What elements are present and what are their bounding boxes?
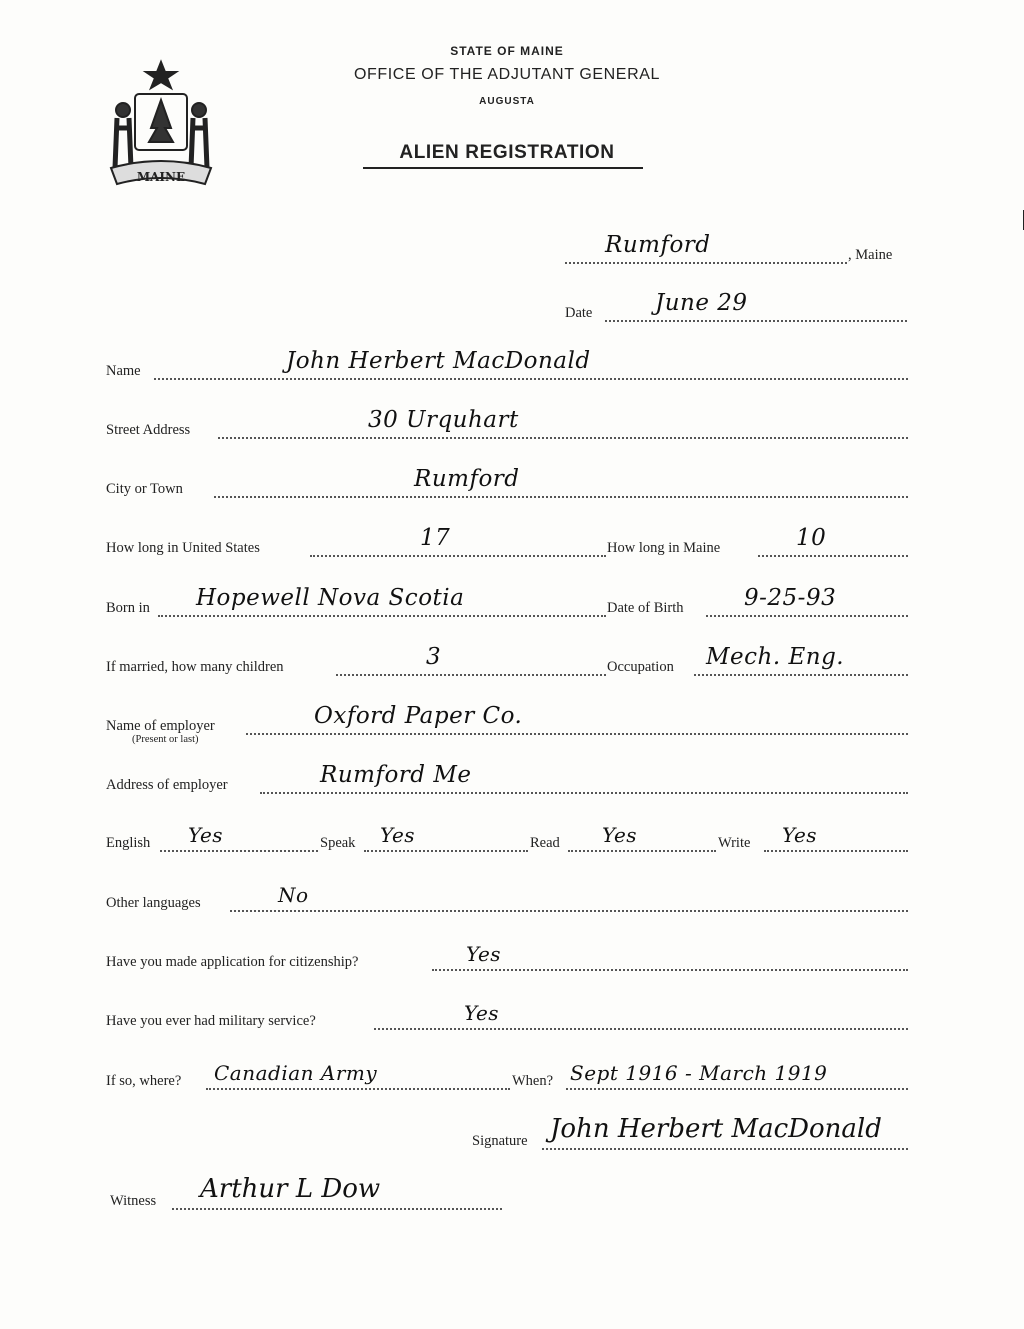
children-value: 3 xyxy=(426,644,442,670)
town-row xyxy=(565,232,910,266)
english-label: English xyxy=(106,835,151,851)
read-value: Yes xyxy=(602,823,638,847)
witness-value: Arthur L Dow xyxy=(200,1174,381,1204)
employer-row xyxy=(106,703,908,745)
children-label: If married, how many children xyxy=(106,659,284,675)
maine-years-label: How long in Maine xyxy=(607,540,721,556)
speak-value: Yes xyxy=(380,823,416,847)
military-value: Yes xyxy=(464,1001,500,1025)
occupation-label: Occupation xyxy=(607,659,674,675)
city-row xyxy=(106,466,908,500)
dob-label: Date of Birth xyxy=(607,600,684,616)
employer-address-row xyxy=(106,762,908,796)
other-languages-value: No xyxy=(278,883,309,907)
write-value: Yes xyxy=(782,823,818,847)
children-row xyxy=(106,644,908,678)
service-row xyxy=(106,1061,908,1092)
city-label: City or Town xyxy=(106,481,183,497)
when-label: When? xyxy=(512,1073,554,1089)
form-title: ALIEN REGISTRATION xyxy=(399,142,615,163)
svg-text:MAINE: MAINE xyxy=(136,170,186,184)
street-row xyxy=(106,407,908,441)
signature-value: John Herbert MacDonald xyxy=(550,1114,882,1144)
citizenship-row xyxy=(106,942,908,973)
born-label: Born in xyxy=(106,600,150,616)
date-label: Date xyxy=(565,305,593,321)
dob-value: 9-25-93 xyxy=(744,585,837,611)
employer-label: Name of employer xyxy=(106,718,215,734)
employer-address-label: Address of employer xyxy=(106,777,228,793)
occupation-value: Mech. Eng. xyxy=(706,644,845,670)
date-value: June 29 xyxy=(655,290,748,316)
employer-value: Oxford Paper Co. xyxy=(314,703,523,729)
maine-years-value: 10 xyxy=(796,525,827,551)
english-value: Yes xyxy=(188,823,224,847)
state-heading: STATE OF MAINE xyxy=(450,44,564,58)
other-languages-label: Other languages xyxy=(106,895,201,911)
residence-row xyxy=(106,525,908,559)
town-value: Rumford xyxy=(605,232,711,258)
citizenship-value: Yes xyxy=(466,942,502,966)
maine-state-seal-icon xyxy=(105,58,217,188)
name-row xyxy=(106,348,908,382)
title-underline xyxy=(363,167,643,169)
name-value: John Herbert MacDonald xyxy=(286,348,591,374)
birth-row xyxy=(106,585,908,619)
maine-suffix: , Maine xyxy=(848,247,893,263)
employer-sublabel: (Present or last) xyxy=(132,734,199,745)
military-row xyxy=(106,1001,908,1032)
born-value: Hopewell Nova Scotia xyxy=(196,585,465,611)
name-label: Name xyxy=(106,363,141,379)
street-label: Street Address xyxy=(106,422,191,438)
write-label: Write xyxy=(718,835,751,851)
us-years-label: How long in United States xyxy=(106,540,260,556)
city-heading: AUGUSTA xyxy=(479,96,535,107)
street-value: 30 Urquhart xyxy=(368,407,519,433)
city-value: Rumford xyxy=(414,466,520,492)
us-years-value: 17 xyxy=(420,525,451,551)
read-label: Read xyxy=(530,835,560,851)
date-row xyxy=(565,290,907,324)
employer-address-value: Rumford Me xyxy=(320,762,472,788)
signature-label: Signature xyxy=(472,1133,528,1149)
office-heading: OFFICE OF THE ADJUTANT GENERAL xyxy=(353,66,661,83)
military-label: Have you ever had military service? xyxy=(106,1013,316,1029)
speak-label: Speak xyxy=(320,835,356,851)
where-label: If so, where? xyxy=(106,1073,182,1089)
witness-row xyxy=(110,1174,502,1212)
citizenship-label: Have you made application for citizenship? xyxy=(106,954,359,970)
when-value: Sept 1916 - March 1919 xyxy=(570,1061,828,1085)
witness-label: Witness xyxy=(110,1193,157,1209)
english-row xyxy=(106,823,908,854)
signature-row xyxy=(472,1114,908,1152)
other-languages-row xyxy=(106,883,908,914)
where-value: Canadian Army xyxy=(214,1061,378,1085)
